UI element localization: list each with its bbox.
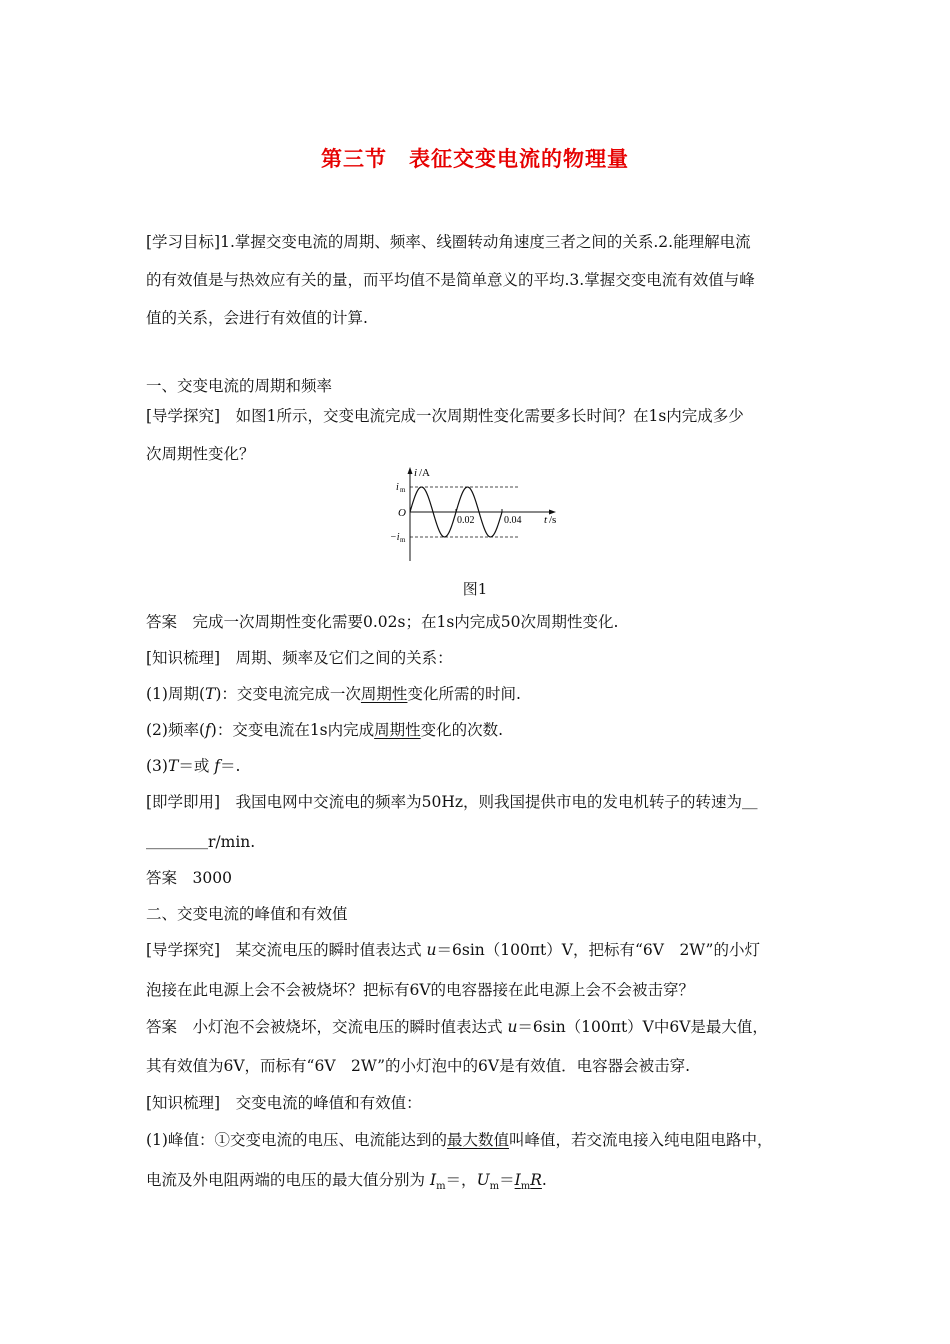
peak2-U: U: [476, 1171, 490, 1189]
neg-im-label: −i: [390, 532, 400, 543]
peak2-pre: 电流及外电阻两端的电压的最大值分别为: [146, 1171, 430, 1189]
objectives-line-3: 值的关系，会进行有效值的计算.: [146, 309, 368, 327]
k1-post: 变化所需的时间.: [407, 685, 521, 703]
answer-1: 答案 完成一次周期性变化需要0.02s；在1s内完成50次周期性变化.: [146, 613, 619, 631]
k3-pre: (3): [146, 757, 168, 775]
explore2-post: ＝6sin（100πt）V，把标有“6V 2W”的小灯: [436, 941, 760, 959]
im-sub: m: [400, 486, 406, 494]
k1-var: T: [205, 685, 216, 703]
explore2-pre: [导学探究] 某交流电压的瞬时值表达式: [146, 941, 427, 959]
k2-underlined: 周期性: [374, 721, 421, 739]
answer3-u: u: [507, 1018, 518, 1036]
k1-underlined: 周期性: [360, 685, 408, 703]
knowledge1-item-3: [146, 756, 816, 776]
peak2-eq: ＝: [499, 1171, 515, 1189]
ylabel-unit: /A: [419, 467, 430, 479]
peak-pre: (1)峰值：①交变电流的电压、电流能达到的: [146, 1131, 447, 1149]
k3-T: T: [167, 757, 179, 775]
peak2-IR-I: I: [514, 1171, 521, 1189]
knowledge2-heading: [知识梳理] 交变电流的峰值和有效值：: [146, 1094, 422, 1112]
answer3-pre: 答案 小灯泡不会被烧坏，交流电压的瞬时值表达式: [146, 1018, 508, 1036]
im-label: i: [396, 482, 399, 493]
ylabel-i: i: [414, 467, 418, 479]
answer-3-line-2: 其有效值为6V，而标有“6V 2W”的小灯泡中的6V是有效值．电容器会被击穿.: [146, 1057, 691, 1075]
y-axis-arrow: [408, 467, 413, 474]
page-title: 第三节 表征交变电流的物理量: [321, 147, 629, 171]
peak-line-2: [146, 1170, 816, 1197]
tick-label-0-02: 0.02: [457, 515, 475, 526]
explore1-line-1: [导学探究] 如图1所示，交变电流完成一次周期性变化需要多长时间？在1s内完成多少: [146, 407, 744, 425]
k1-mid: )：交变电流完成一次: [215, 685, 361, 703]
k2-post: 变化的次数.: [420, 721, 504, 739]
answer-2: 答案 3000: [146, 869, 232, 887]
explore2-line-2: 泡接在此电源上会不会被烧坏？把标有6V的电容器接在此电源上会不会被击穿？: [146, 981, 695, 999]
k2-pre: (2)频率(: [146, 721, 206, 739]
k2-var: f: [205, 721, 211, 739]
sine-wave-figure: [388, 465, 568, 565]
k2-mid: )：交变电流在1s内完成: [210, 721, 375, 739]
neg-im-sub: m: [400, 536, 406, 544]
peak2-I-sub: m: [436, 1181, 446, 1193]
section2-heading: 二、交变电流的峰值和有效值: [146, 905, 348, 923]
tick-label-0-04: 0.04: [504, 515, 522, 526]
objectives-line-1: [学习目标]1.掌握交变电流的周期、频率、线圈转动角速度三者之间的关系.2.能理解电流: [146, 233, 751, 251]
peak2-IR-R: R: [530, 1171, 542, 1189]
knowledge1-item-2: [146, 720, 816, 740]
explore2-u: u: [426, 941, 437, 959]
peak-underlined: 最大数值: [446, 1131, 509, 1149]
k3-mid: ＝或: [178, 757, 215, 775]
explore2-line-1: [146, 940, 816, 960]
practice-line-1: [即学即用] 我国电网中交流电的频率为50Hz，则我国提供市电的发电机转子的转速为＿: [146, 793, 758, 811]
explore1-line-2: 次周期性变化？: [146, 445, 255, 463]
peak-post: 叫峰值，若交流电接入纯电阻电路中，: [508, 1131, 773, 1149]
peak2-I: I: [429, 1171, 437, 1189]
xlabel-unit: /s: [549, 514, 557, 526]
k3-f: f: [214, 757, 220, 775]
peak2-end: .: [541, 1171, 547, 1189]
knowledge1-heading: [知识梳理] 周期、频率及它们之间的关系：: [146, 649, 453, 667]
xlabel-t: t: [544, 514, 548, 526]
peak2-U-sub: m: [489, 1181, 500, 1193]
knowledge1-item-1: [146, 684, 816, 704]
answer3-post: ＝6sin（100πt）V中6V是最大值，: [517, 1018, 768, 1036]
k1-pre: (1)周期(: [146, 685, 206, 703]
origin-label: O: [398, 507, 406, 519]
k3-post: ＝.: [220, 757, 241, 775]
answer-3-line-1: [146, 1017, 816, 1037]
peak2-IR-sub: m: [520, 1181, 531, 1193]
peak2-mid: ＝，: [445, 1171, 477, 1189]
peak-line-1: [146, 1130, 816, 1150]
figure-caption: 图1: [462, 580, 488, 598]
practice-line-2: ＿＿＿＿r/min.: [146, 833, 256, 851]
objectives-line-2: 的有效值是与热效应有关的量，而平均值不是简单意义的平均.3.掌握交变电流有效值与峰: [146, 271, 755, 289]
section1-heading: 一、交变电流的周期和频率: [146, 377, 333, 395]
